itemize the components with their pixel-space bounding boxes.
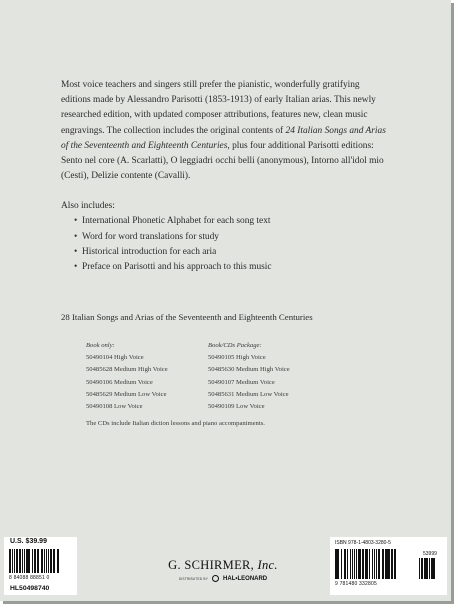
edition-item: 50490108 Low Voice bbox=[86, 403, 143, 411]
upc-digits: 8 84088 88851 0 bbox=[9, 575, 50, 581]
edition-item: 50490105 High Voice bbox=[208, 354, 266, 362]
barcode-stripe bbox=[367, 549, 368, 579]
barcode-stripe bbox=[369, 549, 370, 579]
publisher-name: G. SCHIRMER, bbox=[168, 558, 255, 572]
distributor-line bbox=[145, 575, 301, 582]
barcode-stripe bbox=[22, 549, 24, 573]
cover-copy bbox=[61, 78, 391, 275]
barcode-stripe bbox=[58, 549, 59, 573]
barcode-stripe bbox=[34, 549, 36, 573]
barcode-stripe bbox=[391, 549, 393, 579]
barcode-stripe bbox=[37, 549, 38, 573]
hal-leonard-logo-icon bbox=[212, 575, 219, 582]
barcode-stripe bbox=[434, 558, 435, 579]
product-code: HL50498740 bbox=[10, 585, 50, 592]
edition-item: 50485629 Medium Low Voice bbox=[86, 390, 167, 398]
book-only-heading: Book only: bbox=[86, 342, 115, 349]
edition-item: 50490109 Low Voice bbox=[208, 403, 265, 411]
description-paragraph bbox=[61, 78, 391, 184]
barcode-stripe bbox=[354, 549, 356, 579]
publisher-name-suffix: Inc. bbox=[257, 558, 278, 572]
barcode-stripe bbox=[426, 558, 428, 579]
price-barcode bbox=[419, 558, 443, 579]
isbn-barcode bbox=[335, 549, 413, 579]
barcode-stripe bbox=[362, 549, 363, 579]
barcode-stripe bbox=[359, 549, 361, 579]
price-label: U.S. $39.99 bbox=[10, 538, 47, 545]
edition-item: 50490104 High Voice bbox=[86, 354, 144, 362]
book-cds-heading: Book/CDs Package: bbox=[208, 342, 262, 349]
isbn-digits: 9 781480 332805 bbox=[335, 581, 377, 587]
edition-item: 50485630 Medium High Voice bbox=[208, 366, 290, 374]
barcode-stripe bbox=[341, 549, 343, 579]
barcode-stripe bbox=[32, 549, 33, 573]
edition-item: 50485628 Medium High Voice bbox=[86, 366, 168, 374]
barcode-stripe bbox=[419, 558, 420, 579]
description-book-title: 24 Italian Songs and Arias of the Seventeenth and Eighteenth Centuries bbox=[61, 125, 386, 151]
barcode-stripe bbox=[12, 549, 13, 573]
feature-item: • Historical introduction for each aria bbox=[74, 245, 391, 260]
barcode-stripe bbox=[347, 549, 349, 579]
barcode-stripe bbox=[429, 558, 430, 579]
edition-item: 50490106 Medium Voice bbox=[86, 378, 153, 386]
edition-item: 50485631 Medium Low Voice bbox=[208, 390, 289, 398]
barcode-stripe bbox=[395, 549, 396, 579]
barcode-stripe bbox=[350, 549, 351, 579]
description-text-1: Most voice teachers and singers still prefer the pianistic, wonderfully gratifying editions made by Alessandro Parisotti (1853-1913) of early Italian arias. This newly researched edition, with updated composer attributions, features new, clean music engravings. The collection includes the original contents of bbox=[61, 80, 376, 136]
isbn-label: ISBN 978-1-4803-3280-5 bbox=[335, 540, 391, 546]
publisher-logo bbox=[145, 558, 301, 573]
feature-item: • International Phonetic Alphabet for each song text bbox=[74, 214, 391, 229]
barcode-stripe bbox=[16, 549, 18, 573]
barcode-stripe bbox=[378, 549, 380, 579]
barcode-stripe bbox=[44, 549, 45, 573]
upc-barcode bbox=[9, 549, 71, 573]
publisher-block bbox=[145, 558, 301, 582]
barcode-stripe bbox=[14, 549, 15, 573]
barcode-stripe bbox=[388, 549, 389, 579]
barcode-stripe bbox=[41, 549, 43, 573]
barcode-stripe bbox=[53, 549, 55, 573]
barcode-stripe bbox=[9, 549, 11, 573]
barcode-stripe bbox=[352, 549, 353, 579]
barcode-stripe bbox=[376, 549, 377, 579]
feature-item: • Preface on Parisotti and his approach to this music bbox=[74, 260, 391, 275]
book-only-column bbox=[86, 340, 168, 413]
edition-item: 50490107 Medium Voice bbox=[208, 378, 275, 386]
cds-note: The CDs include Italian diction lessons and piano accompaniments. bbox=[86, 420, 265, 427]
barcode-stripe bbox=[421, 558, 423, 579]
also-includes-heading: Also includes: bbox=[61, 201, 115, 212]
distributor-logo: HAL•LEONARD bbox=[223, 575, 268, 582]
book-cds-column bbox=[208, 340, 290, 413]
barcode-stripe bbox=[46, 549, 47, 573]
barcode-stripe bbox=[372, 549, 374, 579]
barcode-stripe bbox=[374, 549, 375, 579]
series-subtitle: 28 Italian Songs and Arias of the Seventeenth and Eighteenth Centuries bbox=[61, 312, 313, 322]
features-list bbox=[61, 214, 391, 275]
description-text-2: , plus four additional Parisotti editions: Sento nel core (A. Scarlatti), O leggiadri occhi belli (anonymous), Intorno all'idol mio (Cesti), Delizie contente (Cavalli). bbox=[61, 140, 384, 182]
barcode-stripe bbox=[24, 549, 25, 573]
barcode-stripe bbox=[29, 549, 30, 573]
barcode-stripe bbox=[51, 549, 52, 573]
barcode-stripe bbox=[338, 549, 339, 579]
barcode-stripe bbox=[382, 549, 383, 579]
barcode-stripe bbox=[383, 549, 384, 579]
price-code: 53999 bbox=[423, 551, 437, 557]
barcode-stripe bbox=[38, 549, 39, 573]
distributed-by-label: DISTRIBUTED BY bbox=[178, 576, 209, 581]
feature-item: • Word for word translations for study bbox=[74, 230, 391, 245]
